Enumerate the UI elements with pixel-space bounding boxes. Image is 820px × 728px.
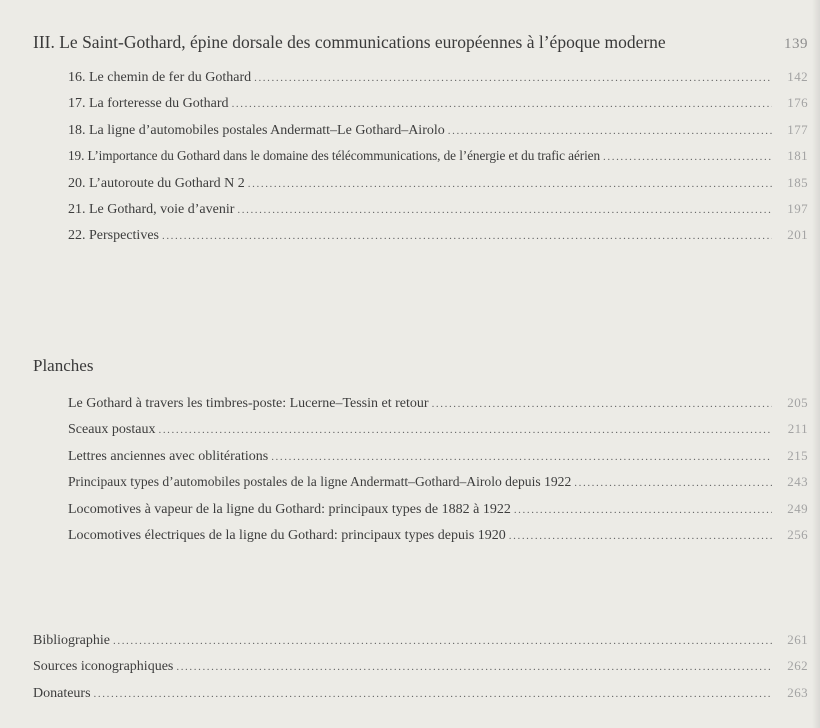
toc-entry xyxy=(68,527,808,553)
dot-leader xyxy=(94,688,772,700)
entry-title: 16. Le chemin de fer du Gothard xyxy=(68,70,252,85)
entry-page: 142 xyxy=(787,69,808,84)
dot-leader xyxy=(514,504,772,516)
entry-title: Principaux types d’automobiles postales de la ligne Andermatt–Gothard–Airolo depuis 1922 xyxy=(68,474,572,490)
entry-title: 18. La ligne d’automobiles postales Andermatt–Le Gothard–Airolo xyxy=(68,122,445,138)
part-heading xyxy=(33,32,808,53)
dot-leader xyxy=(574,477,772,489)
entry-page: 176 xyxy=(787,95,808,111)
plates-entries-list xyxy=(68,395,808,553)
entry-page: 211 xyxy=(787,421,808,437)
dot-leader xyxy=(271,451,772,463)
entry-title: Sceaux postaux xyxy=(68,422,156,438)
dot-leader xyxy=(448,125,772,137)
entry-title: Donateurs xyxy=(33,685,91,701)
entry-title: Le Gothard à travers les timbres-poste: Lucerne–Tessin et retour xyxy=(68,396,429,411)
toc-entry xyxy=(68,421,808,447)
dot-leader xyxy=(248,178,772,190)
dot-leader xyxy=(237,204,772,216)
part-title: III. Le Saint-Gothard, épine dorsale des communications européennes à l’époque moderne xyxy=(33,32,666,52)
toc-entry xyxy=(68,227,808,253)
entry-page: 181 xyxy=(787,148,808,164)
toc-entry xyxy=(68,175,808,201)
toc-entry xyxy=(33,658,808,684)
entry-page: 201 xyxy=(787,227,808,243)
plates-heading: Planches xyxy=(33,356,94,375)
toc-entry xyxy=(68,201,808,227)
page-edge-shadow xyxy=(812,0,820,728)
entry-page: 177 xyxy=(787,121,808,137)
entry-page: 215 xyxy=(787,447,808,463)
toc-entry xyxy=(68,395,808,421)
entry-title: Locomotives à vapeur de la ligne du Gothard: principaux types de 1882 à 1922 xyxy=(68,501,511,517)
entry-title: Locomotives électriques de la ligne du Gothard: principaux types depuis 1920 xyxy=(68,527,506,543)
entry-title: 21. Le Gothard, voie d’avenir xyxy=(68,201,235,217)
entry-title: 22. Perspectives xyxy=(68,228,159,244)
part-page-number: 139 xyxy=(784,36,808,52)
toc-entry xyxy=(68,95,808,121)
toc-entry xyxy=(33,685,808,711)
dot-leader xyxy=(176,661,772,673)
entry-page: 256 xyxy=(787,526,808,542)
toc-entry xyxy=(68,122,808,148)
entry-title: Lettres anciennes avec oblitérations xyxy=(68,448,269,464)
toc-entry xyxy=(33,632,808,658)
dot-leader xyxy=(158,424,772,436)
entry-title: Bibliographie xyxy=(33,633,110,648)
part-entries-list xyxy=(68,69,808,254)
toc-entry xyxy=(68,474,808,500)
dot-leader xyxy=(113,635,772,647)
toc-entry xyxy=(68,69,808,95)
entry-title: 17. La forteresse du Gothard xyxy=(68,96,229,112)
back-matter-list xyxy=(33,632,808,711)
dot-leader xyxy=(603,151,772,163)
entry-page: 262 xyxy=(787,658,808,674)
dot-leader xyxy=(254,72,772,84)
entry-title: 20. L’autoroute du Gothard N 2 xyxy=(68,175,245,191)
dot-leader xyxy=(232,98,772,110)
entry-page: 263 xyxy=(787,684,808,700)
entry-title: Sources iconographiques xyxy=(33,659,174,675)
toc-entry xyxy=(68,148,808,174)
entry-page: 243 xyxy=(787,474,808,490)
dot-leader xyxy=(432,398,772,410)
entry-page: 261 xyxy=(787,632,808,647)
entry-title: 19. L’importance du Gothard dans le domaine des télécommunications, de l’énergie et du trafic aérien xyxy=(68,148,601,164)
entry-page: 185 xyxy=(787,174,808,190)
entry-page: 197 xyxy=(787,200,808,216)
dot-leader xyxy=(509,530,772,542)
dot-leader xyxy=(162,230,772,242)
entry-page: 205 xyxy=(787,395,808,410)
entry-page: 249 xyxy=(787,500,808,516)
toc-entry xyxy=(68,501,808,527)
toc-entry xyxy=(68,448,808,474)
